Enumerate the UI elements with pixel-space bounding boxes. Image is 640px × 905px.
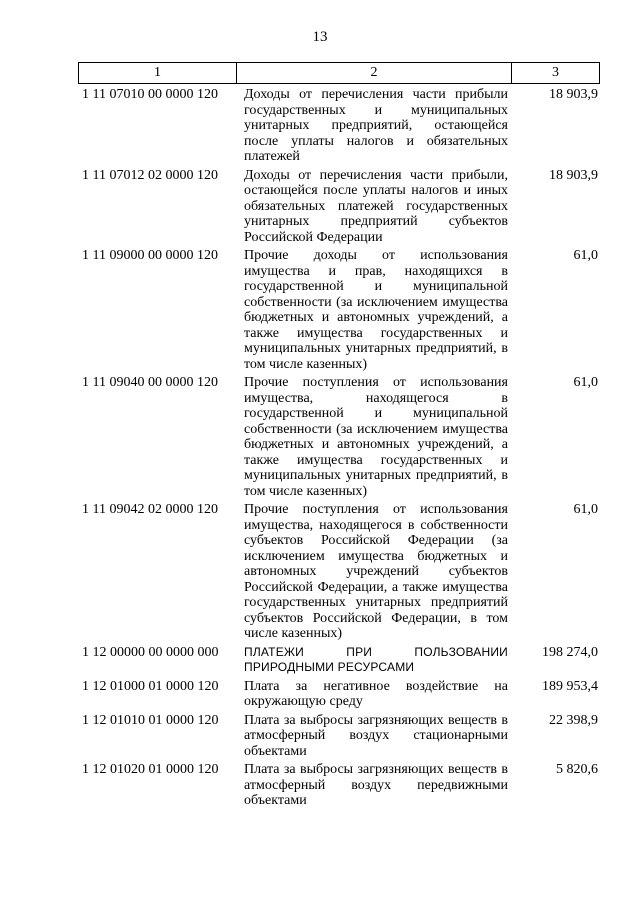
row-amount: 18 903,9 [549,87,598,102]
row-code: 1 11 07012 02 0000 120 [82,167,218,183]
header-col-amount: 3 [552,65,559,80]
row-code: 1 12 01010 01 0000 120 [82,712,219,728]
page-number: 13 [312,29,328,45]
row-name: Доходы от перечисления части прибыли государственных и муниципальных унитарных предприятий, остающейся после уплаты налогов и обязательных платежей [244,87,508,164]
header-col-name: 2 [237,63,512,83]
table-row [78,679,600,710]
table-row [78,375,600,499]
row-amount: 22 398,9 [549,712,598,728]
row-name: Плата за выбросы загрязняющих веществ в атмосферный воздух передвижными объектами [244,762,508,808]
table-header [78,62,600,84]
table-row [78,645,600,676]
row-code: 1 12 00000 00 0000 000 [82,644,219,660]
table-row [78,502,600,642]
row-amount: 61,0 [573,502,598,517]
row-amount: 61,0 [573,248,598,263]
row-code: 1 12 01000 01 0000 120 [82,678,219,694]
row-name: Прочие поступления от использования имущества, находящегося в собственности субъектов Российской Федерации (за исключением имущества бюджетных и автономных учреждений субъектов Российской Федерации, а также имущества государственных унитарных предприятий субъектов Российской Федерации, в том числе казенных) [244,502,508,641]
table-row [78,87,600,165]
row-name: ПЛАТЕЖИ ПРИ ПОЛЬЗОВАНИИ ПРИРОДНЫМИ РЕСУРСАМИ [244,644,508,674]
row-amount: 189 953,4 [542,678,598,694]
row-name: Прочие доходы от использования имущества и прав, находящихся в государственной и муниципальной собственности (за исключением имущества бюджетных и автономных учреждений, а также имущества государственных и муниципальных унитарных предприятий, в том числе казенных) [244,248,508,372]
row-amount: 5 820,6 [556,762,598,777]
row-code: 1 11 09042 02 0000 120 [82,502,218,517]
row-amount: 18 903,9 [549,167,598,183]
row-amount: 198 274,0 [542,644,598,660]
row-code: 1 11 09040 00 0000 120 [82,375,218,390]
header-col-code: 1 [79,63,237,83]
row-code: 1 11 09000 00 0000 120 [82,248,218,263]
row-name: Плата за выбросы загрязняющих веществ в атмосферный воздух стационарными объектами [244,712,508,759]
table-row [78,762,600,809]
row-amount: 61,0 [573,375,598,390]
table-row [78,713,600,760]
table-row [78,248,600,372]
table-row [78,168,600,246]
row-code: 1 11 07010 00 0000 120 [82,87,218,102]
row-name: Доходы от перечисления части прибыли, остающейся после уплаты налогов и иных обязательных платежей государственных унитарных предприятий субъектов Российской Федерации [244,167,508,245]
row-name: Прочие поступления от использования имущества, находящегося в государственной и муниципальной собственности (за исключением имущества бюджетных и автономных учреждений, а также имущества государственных и муниципальных унитарных предприятий, в том числе казенных) [244,375,508,499]
row-name: Плата за негативное воздействие на окружающую среду [244,678,508,709]
budget-table [78,62,600,809]
row-code: 1 12 01020 01 0000 120 [82,762,219,777]
